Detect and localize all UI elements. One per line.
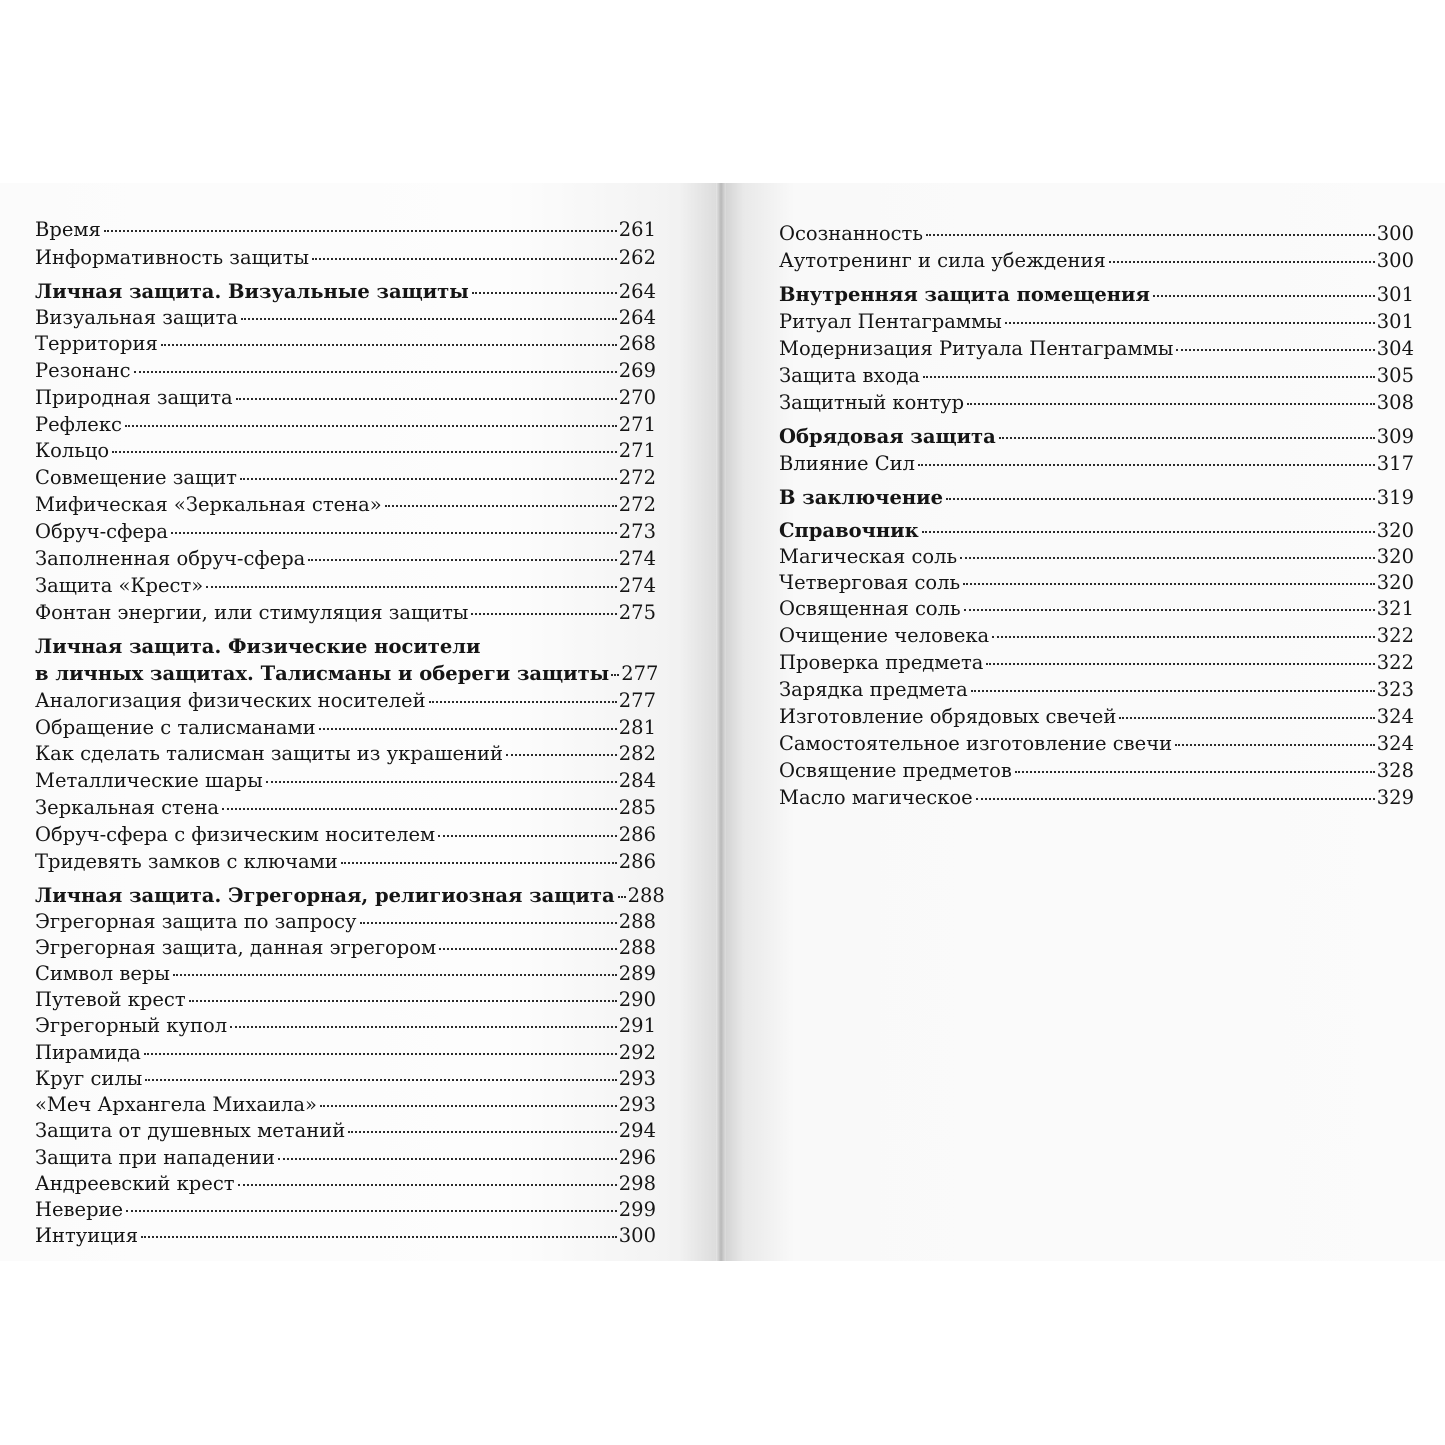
toc-leader-dots xyxy=(206,586,617,588)
toc-entry-page-number: 292 xyxy=(618,1041,656,1064)
toc-entry-page-number: 299 xyxy=(618,1198,656,1221)
toc-leader-dots xyxy=(964,609,1375,611)
toc-entry-title: Как сделать талисман защиты из украшений xyxy=(35,742,504,765)
toc-leader-dots xyxy=(611,674,619,676)
toc-leader-dots xyxy=(161,344,617,346)
toc-entry xyxy=(35,304,656,331)
toc-entry-page-number: 288 xyxy=(627,884,665,907)
toc-entry-title: Внутренняя защита помещения xyxy=(779,283,1150,306)
toc-entry-page-number: 281 xyxy=(618,716,656,739)
toc-entry-page-number: 264 xyxy=(618,280,656,303)
toc-entry-title: Освящение предметов xyxy=(779,759,1012,782)
toc-entry-title: Круг силы xyxy=(35,1067,143,1090)
toc-entry-page-number: 305 xyxy=(1376,364,1414,387)
toc-entry-page-number: 320 xyxy=(1376,571,1414,594)
toc-entry-title: Пирамида xyxy=(35,1041,141,1064)
toc-entry-title: Обруч-сфера xyxy=(35,520,168,543)
toc-entry-page-number: 271 xyxy=(618,439,656,462)
toc-entry-page-number: 268 xyxy=(618,332,656,355)
toc-leader-dots xyxy=(1005,322,1375,324)
toc-entry-page-number: 320 xyxy=(1376,545,1414,568)
toc-leader-dots xyxy=(926,234,1375,236)
toc-entry xyxy=(35,1091,656,1118)
toc-entry-title: Неверие xyxy=(35,1198,124,1221)
toc-entry-title: Защита от душевных метаний xyxy=(35,1119,346,1142)
toc-entry xyxy=(35,821,656,848)
toc-entry-title: Обращение с талисманами xyxy=(35,716,316,739)
toc-entry-page-number: 317 xyxy=(1376,452,1414,475)
toc-entry-page-number: 288 xyxy=(618,910,656,933)
toc-entry xyxy=(35,216,656,243)
toc-entry-title: Мифическая «Зеркальная стена» xyxy=(35,493,382,516)
toc-leader-dots xyxy=(439,948,617,950)
toc-entry-title: Природная защита xyxy=(35,386,233,409)
toc-entry xyxy=(779,730,1414,757)
toc-leader-dots xyxy=(319,728,617,730)
toc-entry xyxy=(779,569,1414,596)
toc-entry xyxy=(779,543,1414,570)
toc-entry-title: «Меч Архангела Михаила» xyxy=(35,1093,317,1116)
toc-leader-dots xyxy=(173,974,617,976)
toc-entry-title: Совмещение защит xyxy=(35,466,237,489)
toc-leader-dots xyxy=(472,292,617,294)
toc-entry-page-number: 274 xyxy=(618,574,656,597)
toc-entry xyxy=(35,1144,656,1171)
toc-leader-dots xyxy=(126,1210,617,1212)
toc-entry xyxy=(779,281,1414,308)
toc-entry-title-line2: в личных защитах. Талисманы и обереги защиты xyxy=(35,662,610,685)
toc-entry-title: Защита «Крест» xyxy=(35,574,204,597)
toc-entry-page-number: 269 xyxy=(618,359,656,382)
toc-entry xyxy=(35,960,656,987)
toc-entry xyxy=(35,384,656,411)
toc-entry xyxy=(35,330,656,357)
toc-leader-dots xyxy=(1119,717,1374,719)
left-page xyxy=(0,183,722,1261)
toc-entry-page-number: 320 xyxy=(1376,519,1414,542)
toc-entry-title: Заполненная обруч-сфера xyxy=(35,547,306,570)
toc-entry-page-number: 322 xyxy=(1376,651,1414,674)
toc-entry-title: Путевой крест xyxy=(35,988,186,1011)
toc-entry xyxy=(35,491,656,518)
toc-leader-dots xyxy=(986,663,1374,665)
toc-entry-title: Эгрегорная защита, данная эгрегором xyxy=(35,936,437,959)
toc-entry xyxy=(35,1117,656,1144)
toc-leader-dots xyxy=(1176,349,1374,351)
toc-entry xyxy=(779,703,1414,730)
toc-entry-title: Интуиция xyxy=(35,1224,139,1247)
toc-entry xyxy=(35,848,656,875)
toc-entry-title: Справочник xyxy=(779,519,919,542)
open-book xyxy=(0,183,1445,1261)
toc-entry xyxy=(779,362,1414,389)
toc-leader-dots xyxy=(922,531,1375,533)
toc-leader-dots xyxy=(112,451,617,453)
toc-entry xyxy=(779,308,1414,335)
toc-entry xyxy=(35,1170,656,1197)
toc-entry-title: Зеркальная стена xyxy=(35,796,219,819)
toc-entry xyxy=(779,423,1414,450)
toc-entry xyxy=(779,595,1414,622)
toc-entry-page-number: 270 xyxy=(618,386,656,409)
toc-entry-page-number: 308 xyxy=(1376,391,1414,414)
toc-entry-title: Защитный контур xyxy=(779,391,965,414)
right-page xyxy=(722,183,1445,1261)
toc-entry xyxy=(35,411,656,438)
toc-entry-page-number: 301 xyxy=(1376,283,1414,306)
toc-leader-dots xyxy=(241,318,617,320)
toc-leader-dots xyxy=(971,690,1375,692)
toc-entry-page-number: 286 xyxy=(618,850,656,873)
toc-entry xyxy=(35,1039,656,1066)
toc-entry-page-number: 275 xyxy=(618,601,656,624)
toc-entry-page-number: 324 xyxy=(1376,732,1414,755)
toc-entry xyxy=(35,882,665,909)
toc-leader-dots xyxy=(960,557,1375,559)
toc-entry-page-number: 296 xyxy=(618,1146,656,1169)
toc-leader-dots xyxy=(618,896,626,898)
toc-leader-dots xyxy=(189,1000,617,1002)
toc-entry-title: Визуальная защита xyxy=(35,306,238,329)
toc-entry-page-number: 285 xyxy=(618,796,656,819)
toc-entry-page-number: 304 xyxy=(1376,337,1414,360)
toc-entry-title: Личная защита. Эгрегорная, религиозная защита xyxy=(35,884,615,907)
toc-leader-dots xyxy=(1109,261,1375,263)
toc-entry-page-number: 262 xyxy=(618,246,656,269)
toc-entry-title: Обрядовая защита xyxy=(779,425,996,448)
toc-entry-title: Влияние Сил xyxy=(779,452,916,475)
toc-entry xyxy=(779,247,1414,274)
toc-entry-page-number: 298 xyxy=(618,1172,656,1195)
toc-entry xyxy=(35,599,656,626)
toc-entry-title: Изготовление обрядовых свечей xyxy=(779,705,1117,728)
toc-entry-title: Рефлекс xyxy=(35,413,122,436)
toc-entry xyxy=(779,450,1414,477)
toc-entry-page-number: 300 xyxy=(1376,222,1414,245)
toc-leader-dots xyxy=(238,1184,617,1186)
toc-entry-title: Металлические шары xyxy=(35,769,263,792)
toc-leader-dots xyxy=(923,376,1375,378)
toc-entry-title: Территория xyxy=(35,332,158,355)
toc-entry-title: Магическая соль xyxy=(779,545,958,568)
toc-leader-dots xyxy=(141,1236,617,1238)
toc-leader-dots xyxy=(429,701,617,703)
toc-entry xyxy=(35,986,656,1013)
toc-entry xyxy=(779,622,1414,649)
toc-entry-page-number: 272 xyxy=(618,466,656,489)
toc-entry-page-number: 264 xyxy=(618,306,656,329)
toc-entry xyxy=(35,687,656,714)
toc-leader-dots xyxy=(360,922,617,924)
toc-leader-dots xyxy=(312,258,617,260)
toc-entry-title: Самостоятельное изготовление свечи xyxy=(779,732,1173,755)
toc-entry-page-number: 324 xyxy=(1376,705,1414,728)
toc-entry-title: Модернизация Ритуала Пентаграммы xyxy=(779,337,1174,360)
toc-entry-page-number: 290 xyxy=(618,988,656,1011)
toc-leader-dots xyxy=(967,403,1375,405)
toc-entry-page-number: 321 xyxy=(1376,597,1414,620)
toc-entry xyxy=(35,1222,656,1249)
toc-entry xyxy=(35,934,656,961)
toc-entry xyxy=(35,572,656,599)
toc-entry-page-number: 293 xyxy=(618,1067,656,1090)
toc-entry xyxy=(35,244,656,271)
toc-entry xyxy=(35,714,656,741)
toc-entry xyxy=(35,437,656,464)
toc-entry-title: Осознанность xyxy=(779,222,923,245)
book-gutter xyxy=(716,183,726,1261)
toc-entry xyxy=(779,220,1414,247)
toc-leader-dots xyxy=(320,1105,617,1107)
toc-entry xyxy=(35,278,656,305)
toc-entry-title: Защита входа xyxy=(779,364,920,387)
toc-entry xyxy=(779,676,1414,703)
toc-entry-title: Очищение человека xyxy=(779,624,990,647)
toc-leader-dots xyxy=(230,1026,617,1028)
toc-leader-dots xyxy=(1175,744,1375,746)
toc-entry-title: Информативность защиты xyxy=(35,246,309,269)
toc-entry xyxy=(35,464,656,491)
toc-entry xyxy=(779,649,1414,676)
toc-entry-title: Андреевский крест xyxy=(35,1172,235,1195)
toc-entry-page-number: 323 xyxy=(1376,678,1414,701)
toc-entry xyxy=(35,545,656,572)
toc-leader-dots xyxy=(236,398,617,400)
toc-entry xyxy=(779,757,1414,784)
toc-entry-title: Проверка предмета xyxy=(779,651,984,674)
toc-entry xyxy=(779,484,1414,511)
toc-entry-page-number: 301 xyxy=(1376,310,1414,333)
toc-leader-dots xyxy=(341,862,617,864)
toc-leader-dots xyxy=(471,613,616,615)
toc-entry xyxy=(35,1012,656,1039)
toc-entry-page-number: 284 xyxy=(618,769,656,792)
toc-leader-dots xyxy=(125,425,617,427)
toc-entry-title: Масло магическое xyxy=(779,786,973,809)
toc-entry-page-number: 277 xyxy=(618,689,656,712)
toc-entry-page-number: 322 xyxy=(1376,624,1414,647)
toc-entry xyxy=(35,518,656,545)
toc-entry xyxy=(35,767,656,794)
toc-entry-title: Эгрегорная защита по запросу xyxy=(35,910,357,933)
toc-entry-title: Защита при нападении xyxy=(35,1146,275,1169)
toc-entry xyxy=(35,1196,656,1223)
toc-entry-page-number: 274 xyxy=(618,547,656,570)
toc-leader-dots xyxy=(999,437,1375,439)
toc-entry xyxy=(779,335,1414,362)
toc-entry-title: Аналогизация физических носителей xyxy=(35,689,426,712)
toc-leader-dots xyxy=(963,583,1375,585)
toc-leader-dots xyxy=(104,230,617,232)
toc-entry-page-number: 328 xyxy=(1376,759,1414,782)
toc-entry-page-number: 273 xyxy=(618,520,656,543)
toc-leader-dots xyxy=(240,478,617,480)
toc-leader-dots xyxy=(278,1158,617,1160)
toc-entry-page-number: 286 xyxy=(618,823,656,846)
toc-leader-dots xyxy=(348,1131,617,1133)
toc-entry-title: Обруч-сфера с физическим носителем xyxy=(35,823,436,846)
toc-leader-dots xyxy=(992,636,1375,638)
toc-entry-title: Кольцо xyxy=(35,439,110,462)
toc-entry-title: Фонтан энергии, или стимуляция защиты xyxy=(35,601,469,624)
toc-entry-page-number: 300 xyxy=(618,1224,656,1247)
toc-entry-page-number: 294 xyxy=(618,1119,656,1142)
toc-entry-title: Четверговая соль xyxy=(779,571,961,594)
toc-leader-dots xyxy=(308,559,616,561)
toc-entry xyxy=(35,357,656,384)
toc-entry xyxy=(35,908,656,935)
toc-entry-page-number: 300 xyxy=(1376,249,1414,272)
toc-entry-page-number: 261 xyxy=(618,218,656,241)
toc-entry xyxy=(35,633,659,687)
toc-entry-page-number: 271 xyxy=(618,413,656,436)
toc-entry xyxy=(779,517,1414,544)
toc-entry-page-number: 309 xyxy=(1376,425,1414,448)
toc-leader-dots xyxy=(144,1053,617,1055)
toc-leader-dots xyxy=(976,798,1375,800)
toc-entry-page-number: 319 xyxy=(1376,486,1414,509)
toc-entry xyxy=(35,1065,656,1092)
toc-entry-title: Личная защита. Визуальные защиты xyxy=(35,280,469,303)
toc-entry xyxy=(779,784,1414,811)
toc-entry-title: Тридевять замков с ключами xyxy=(35,850,338,873)
toc-entry-page-number: 277 xyxy=(621,662,659,685)
toc-leader-dots xyxy=(134,371,617,373)
toc-leader-dots xyxy=(438,835,617,837)
toc-entry-title: Эгрегорный купол xyxy=(35,1014,228,1037)
toc-entry-title: Аутотренинг и сила убеждения xyxy=(779,249,1106,272)
toc-entry-title: Зарядка предмета xyxy=(779,678,968,701)
toc-entry-page-number: 329 xyxy=(1376,786,1414,809)
toc-entry-page-number: 293 xyxy=(618,1093,656,1116)
toc-leader-dots xyxy=(1015,771,1375,773)
toc-entry xyxy=(779,389,1414,416)
toc-entry-title-line1: Личная защита. Физические носители xyxy=(35,635,481,658)
toc-entry-title: Ритуал Пентаграммы xyxy=(779,310,1002,333)
toc-entry-page-number: 272 xyxy=(618,493,656,516)
toc-entry xyxy=(35,740,656,767)
toc-leader-dots xyxy=(222,808,617,810)
toc-entry-page-number: 289 xyxy=(618,962,656,985)
toc-leader-dots xyxy=(385,505,617,507)
toc-leader-dots xyxy=(1153,295,1375,297)
toc-leader-dots xyxy=(506,754,617,756)
toc-entry-page-number: 282 xyxy=(618,742,656,765)
toc-leader-dots xyxy=(918,464,1375,466)
toc-entry-page-number: 288 xyxy=(618,936,656,959)
toc-entry-title: В заключение xyxy=(779,486,943,509)
toc-entry xyxy=(35,794,656,821)
toc-leader-dots xyxy=(266,781,617,783)
toc-entry-title: Время xyxy=(35,218,101,241)
toc-entry-title: Символ веры xyxy=(35,962,170,985)
toc-leader-dots xyxy=(145,1079,616,1081)
toc-leader-dots xyxy=(946,498,1375,500)
toc-entry-title: Освященная соль xyxy=(779,597,961,620)
toc-leader-dots xyxy=(171,532,617,534)
toc-entry-title: Резонанс xyxy=(35,359,131,382)
toc-entry-page-number: 291 xyxy=(618,1014,656,1037)
